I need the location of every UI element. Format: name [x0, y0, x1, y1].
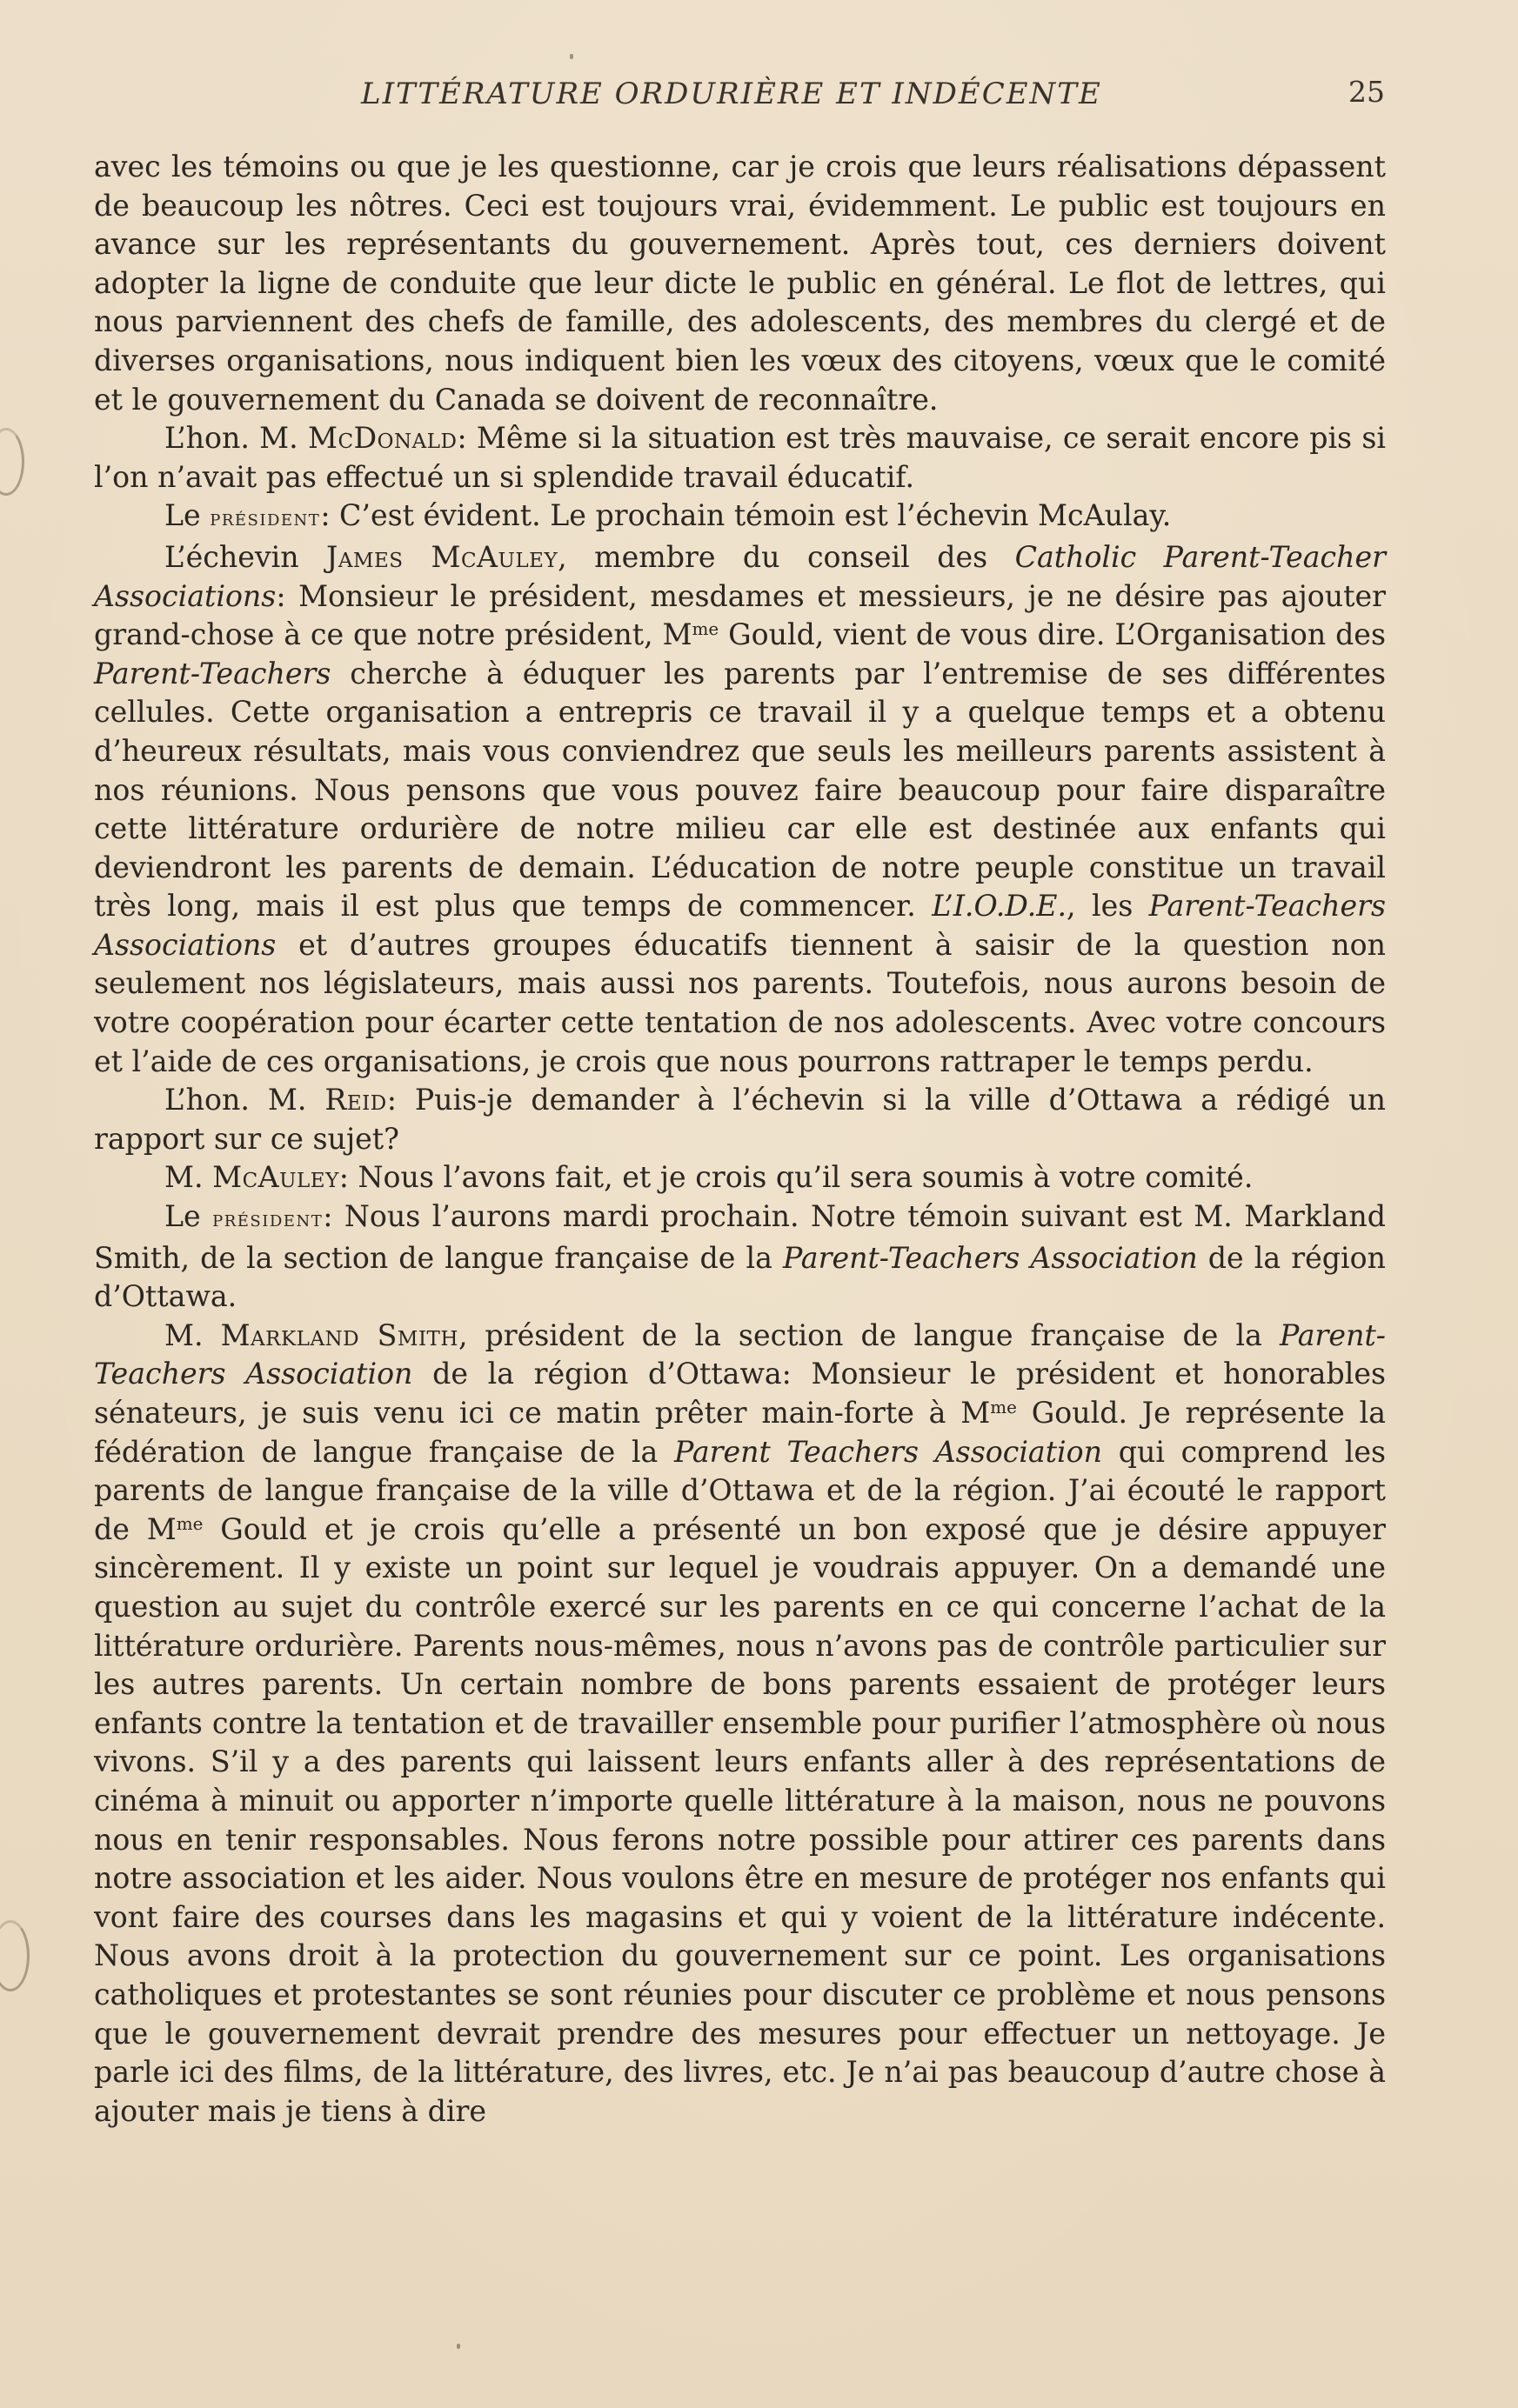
speaker-prefix: Le	[164, 498, 211, 533]
title-abbreviation: me	[990, 1397, 1017, 1418]
title-abbreviation: me	[692, 619, 719, 640]
speaker-name: Reid	[324, 1083, 387, 1117]
organization-name: L’I.O.D.E.	[932, 889, 1067, 924]
speaker-prefix: L’hon. M.	[164, 1083, 325, 1117]
speaker-name: président	[212, 1206, 324, 1233]
paragraph-text: : C’est évident. Le prochain témoin est l’échevin McAulay.	[320, 498, 1172, 533]
paragraph-continuation	[94, 148, 1386, 419]
paragraph-text: , président de la section de langue française de la	[458, 1317, 1280, 1352]
paragraph-text: , les	[1067, 889, 1149, 924]
paragraph-text: : Même si la situation est très mauvaise, ce serait encore pis si l’on n’avait pas effectué un si splendide travail éducatif.	[94, 421, 1386, 494]
speaker-name: McAuley	[212, 1160, 339, 1195]
paragraph-reid	[94, 1081, 1386, 1158]
paragraph-text: cherche à éduquer les parents par l’entremise de ses différentes cellules. Cette organisation a entrepris ce travail il y a quelque temps et a obtenu d’heureux résultats, mais vous conviendrez que seuls les meilleurs parents assistent à nos réunions. Nous pensons que vous pouvez faire beaucoup pour faire disparaître cette littérature ordurière de notre milieu car elle est destinée aux enfants qui deviendront les parents de demain. L’éducation de notre peuple constitue un travail très long, mais il est plus que temps de commencer.	[94, 656, 1386, 924]
paragraph-text: de la région d’Ottawa.	[94, 1240, 1386, 1314]
paragraph-text: avec les témoins ou que je les questionne, car je crois que leurs réalisations dépassent de beaucoup les nôtres. Ceci est toujours vrai, évidemment. Le public est toujours en avance sur les représentants du gouvernement. Après tout, ces derniers doivent adopter la ligne de conduite que leur dicte le public en général. Le flot de lettres, qui nous parviennent des chefs de famille, des adolescents, des membres du clergé et de diverses organisations, nous indiquent bien les vœux des citoyens, vœux que le comité et le gouvernement du Canada se doivent de reconnaître.	[94, 150, 1386, 417]
paragraph-markland-smith	[94, 1317, 1386, 2131]
speaker-name: James McAuley	[326, 539, 558, 574]
speaker-name: McDonald	[307, 421, 458, 456]
paragraph-mcauley-reply	[94, 1158, 1386, 1197]
paragraph-text: : Monsieur le président, mesdames et messieurs, je ne désire pas ajouter grand-chose à ce que notre président, M	[94, 578, 1386, 652]
paragraph-text: : Nous l’avons fait, et je crois qu’il sera soumis à votre comité.	[338, 1160, 1254, 1195]
paragraph-president-1	[94, 497, 1386, 538]
speaker-name: président	[210, 505, 321, 532]
organization-name: Parent-Teachers Association	[782, 1240, 1198, 1275]
paragraph-text: : Nous l’aurons mardi prochain. Notre témoin suivant est M. Markland Smith, de la section de langue française de la	[94, 1199, 1386, 1275]
paragraph-text: Gould. Je représente la fédération de langue française de la	[94, 1396, 1386, 1469]
paragraph-mcdonald	[94, 419, 1386, 497]
speaker-prefix: L’hon. M.	[164, 421, 308, 456]
binding-hole-mark	[0, 428, 24, 496]
paragraph-text: qui comprend les parents de langue française de la ville d’Ottawa et de la région. J’ai écouté le rapport de M	[94, 1434, 1386, 1546]
speaker-prefix: Le	[164, 1199, 213, 1234]
running-title: LITTÉRATURE ORDURIÈRE ET INDÉCENTE	[361, 77, 1102, 111]
organization-name: Parent-Teachers	[94, 656, 331, 690]
organization-name: Parent-Teachers Associations	[94, 889, 1386, 962]
title-abbreviation: me	[176, 1513, 204, 1534]
body-text	[94, 148, 1386, 2131]
speaker-name: Markland Smith	[220, 1317, 458, 1352]
paragraph-text: et d’autres groupes éducatifs tiennent à saisir de la question non seulement nos législateurs, mais aussi nos parents. Toutefois, nous aurons besoin de votre coopération pour écarter cette tentation de nos adolescents. Avec votre concours et l’aide de ces organisations, je crois que nous pourrons rattraper le temps perdu.	[94, 927, 1386, 1078]
running-head	[0, 77, 1518, 120]
speaker-prefix: L’échevin	[164, 539, 327, 574]
page-number: 25	[1348, 75, 1385, 109]
speaker-prefix: M.	[164, 1317, 221, 1352]
organization-name: Parent Teachers Association	[674, 1434, 1103, 1469]
paper-speck	[570, 54, 573, 59]
paragraph-text: , membre du conseil des	[558, 539, 1015, 574]
paragraph-text: : Puis-je demander à l’échevin si la ville d’Ottawa a rédigé un rapport sur ce sujet?	[94, 1083, 1386, 1156]
organization-name: Parent-Teachers Association	[94, 1317, 1386, 1391]
paragraph-president-2	[94, 1197, 1386, 1317]
paper-speck	[457, 2344, 460, 2349]
paragraph-text: de la région d’Ottawa: Monsieur le président et honorables sénateurs, je suis venu ici ce matin prêter main-forte à M	[94, 1357, 1386, 1430]
speaker-prefix: M.	[164, 1160, 213, 1195]
paragraph-text: Gould et je crois qu’elle a présenté un bon exposé que je désire appuyer sincèrement. Il y existe un point sur lequel je voudrais appuyer. On a demandé une question au sujet du contrôle exercé sur les parents en ce qui concerne l’achat de la littérature ordurière. Parents nous-mêmes, nous n’avons pas de contrôle particulier sur les autres parents. Un certain nombre de bons parents essaient de protéger leurs enfants contre la tentation et de travailler ensemble pour purifier l’atmosphère où nous vivons. S’il y a des parents qui laissent leurs enfants aller à des représentations de cinéma à minuit ou apporter n’importe quelle littérature à la maison, nous ne pouvons nous en tenir responsables. Nous ferons notre possible pour attirer ces parents dans notre association et les aider. Nous voulons être en mesure de protéger nos enfants qui vont faire des courses dans les magasins et qui y voient de la littérature indécente. Nous avons droit à la protection du gouvernement sur ce point. Les organisations catholiques et protestantes se sont réunies pour discuter ce problème et nous pensons que le gouvernement devrait prendre des mesures pour effectuer un nettoyage. Je parle ici des films, de la littérature, des livres, etc. Je n’ai pas beaucoup d’autre chose à ajouter mais je tiens à dire	[94, 1511, 1386, 2128]
organization-name: Catholic Parent-Teacher Associations	[94, 539, 1386, 613]
binding-hole-mark	[0, 1920, 30, 1991]
paragraph-mcauley-testimony	[94, 538, 1386, 1081]
paragraph-text: Gould, vient de vous dire. L’Organisation des	[719, 617, 1386, 652]
